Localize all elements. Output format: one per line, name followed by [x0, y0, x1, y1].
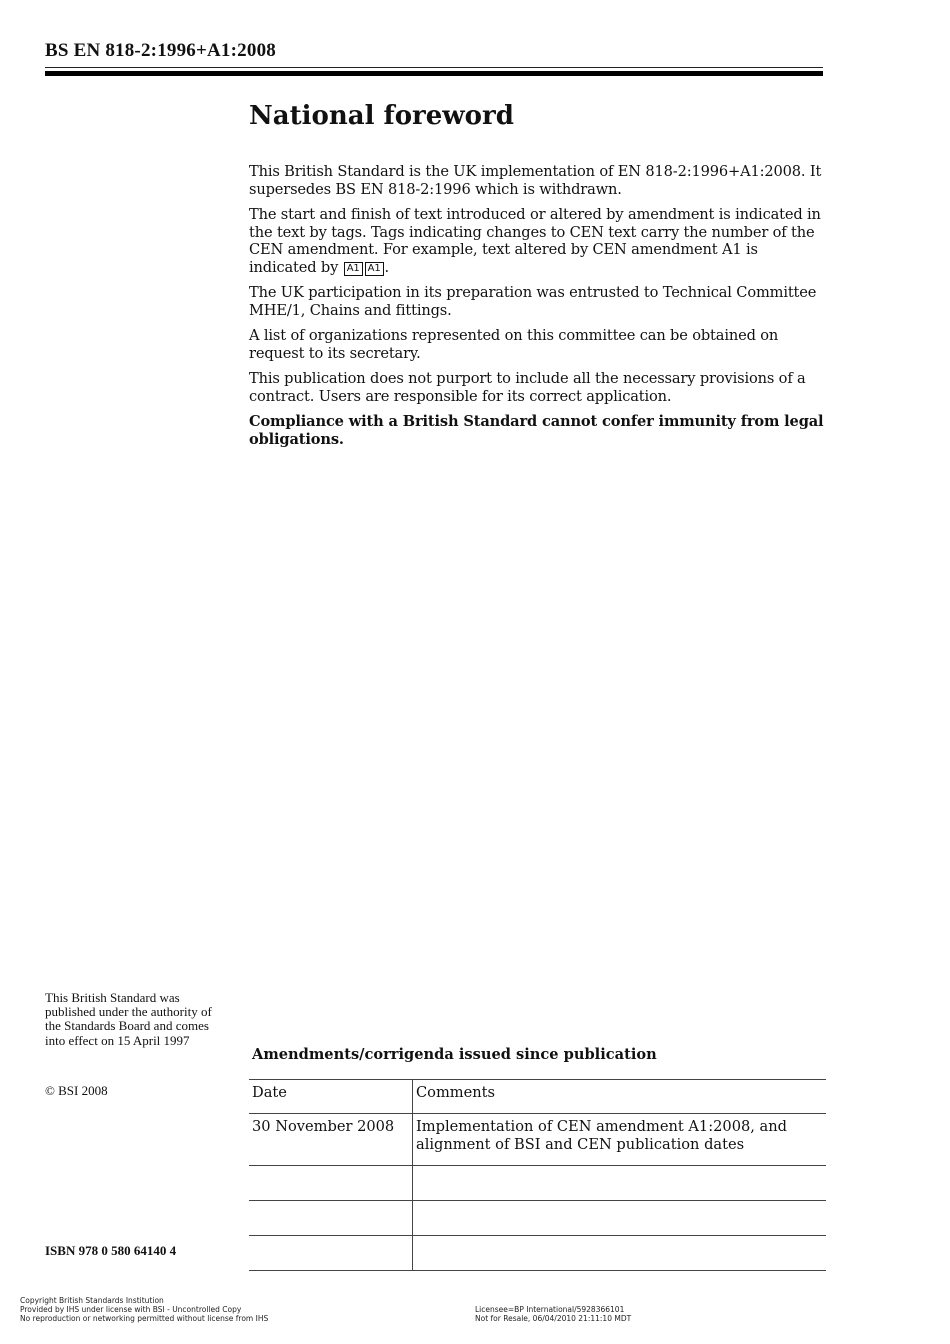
footer-provided-line: Provided by IHS under license with BSI - Uncontrolled Copy [20, 1305, 242, 1314]
header-rule-thin [45, 67, 823, 68]
amendments-heading: Amendments/corrigenda issued since publication [252, 1046, 657, 1063]
empty-cell [413, 1236, 827, 1271]
paragraph-provisions: This publication does not purport to include all the necessary provisions of a contract. Users are responsible for its correct application. [249, 370, 806, 405]
paragraph-committee: The UK participation in its preparation was entrusted to Technical Committee MHE/1, Chains and fittings. [249, 284, 817, 319]
amendment-tag-open: A1 [344, 262, 363, 276]
paragraph-compliance: Compliance with a British Standard cannot confer immunity from legal obligations. [249, 413, 824, 448]
paragraph-amendment-end: . [384, 258, 390, 276]
isbn: ISBN 978 0 580 64140 4 [45, 1243, 177, 1258]
amendment-comments: Implementation of CEN amendment A1:2008, and alignment of BSI and CEN publication dates [413, 1114, 827, 1166]
table-row-empty [249, 1201, 826, 1236]
foreword-body [249, 163, 827, 456]
publication-note: This British Standard was published under the authority of the Standards Board and comes into effect on 15 April 1997 [45, 990, 212, 1048]
empty-cell [249, 1201, 413, 1236]
copyright-notice: © BSI 2008 [45, 1083, 108, 1098]
paragraph-amendment-tags [249, 206, 827, 276]
table-bottom-rule [249, 1270, 826, 1271]
footer-left [20, 1296, 268, 1323]
footer-right [475, 1305, 631, 1323]
column-header-date: Date [249, 1080, 413, 1114]
paragraph-amendment-text: The start and finish of text introduced or altered by amendment is indicated in the text by tags. Tags indicating changes to CEN text carry the number of the CEN amendment. For example, text altered by CEN amendment A1 is indicated by [249, 206, 821, 276]
table-row-empty [249, 1236, 826, 1271]
amendment-tag-close: A1 [365, 262, 384, 276]
header-rule-thick [45, 71, 823, 76]
footer-licensee-line: Licensee=BP International/5928366101 [475, 1305, 625, 1314]
amendment-date: 30 November 2008 [249, 1114, 413, 1166]
empty-cell [249, 1166, 413, 1201]
footer-resale-line: Not for Resale, 06/04/2010 21:11:10 MDT [475, 1314, 632, 1323]
table-row [249, 1114, 826, 1166]
empty-cell [249, 1236, 413, 1271]
column-header-comments: Comments [413, 1080, 827, 1114]
empty-cell [413, 1201, 827, 1236]
empty-cell [413, 1166, 827, 1201]
table-header-row [249, 1080, 826, 1114]
paragraph-organizations: A list of organizations represented on this committee can be obtained on request to its secretary. [249, 327, 779, 362]
amendments-table [249, 1079, 826, 1271]
document-id: BS EN 818-2:1996+A1:2008 [45, 40, 276, 61]
footer-reproduction-line: No reproduction or networking permitted without license from IHS [20, 1314, 269, 1323]
table-row-empty [249, 1166, 826, 1201]
paragraph-implementation: This British Standard is the UK implementation of EN 818-2:1996+A1:2008. It supersedes BS EN 818-2:1996 which is withdrawn. [249, 163, 822, 198]
footer-copyright-line: Copyright British Standards Institution [20, 1296, 164, 1305]
page-title: National foreword [249, 101, 514, 131]
